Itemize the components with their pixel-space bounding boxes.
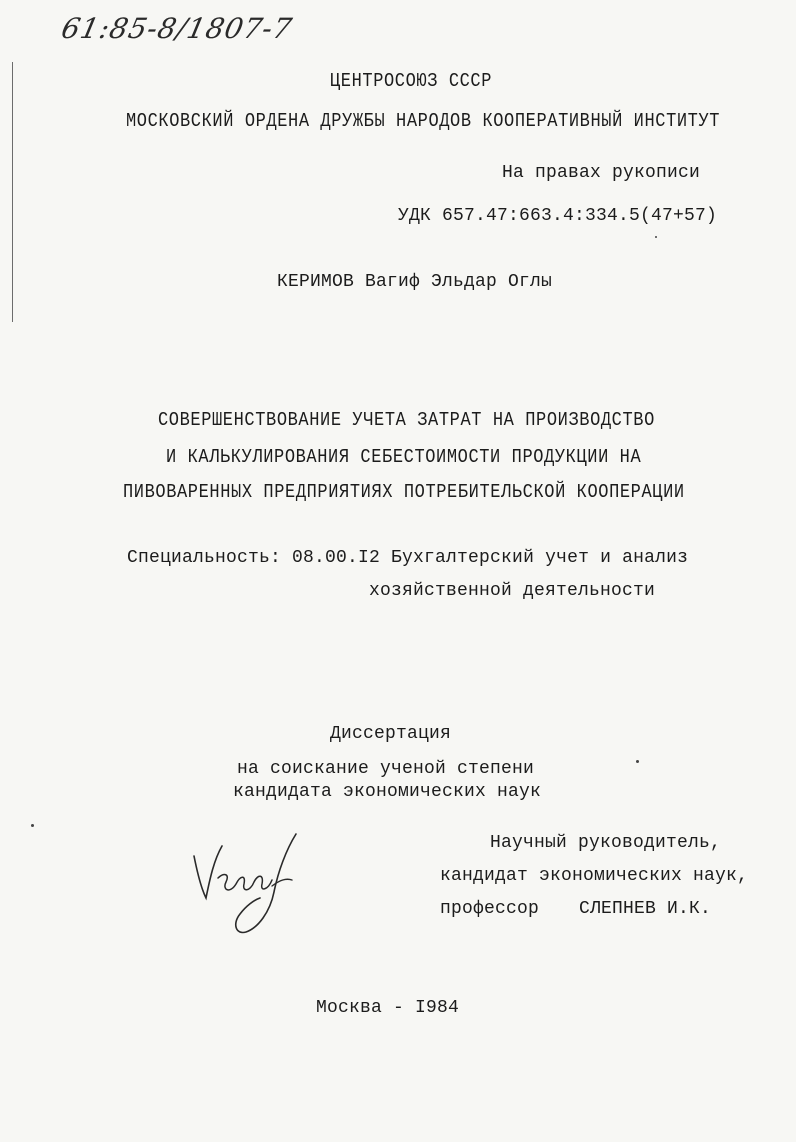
paper-speck <box>636 760 639 763</box>
paper-speck <box>655 236 657 238</box>
specialty-line-2: хозяйственной деятельности <box>369 581 656 601</box>
author-name: КЕРИМОВ Вагиф Эльдар Оглы <box>277 272 553 292</box>
margin-rule <box>12 62 13 322</box>
supervisor-line-1: Научный руководитель, <box>490 833 722 853</box>
degree-line-1: Диссертация <box>330 724 452 744</box>
signature-text: Vieeef <box>188 815 246 833</box>
supervisor-line-2: кандидат экономических наук, <box>440 866 749 886</box>
organization-name: ЦЕНТРОСОЮЗ СССР <box>330 71 493 93</box>
handwritten-catalog-mark: 61:85-8/1807-7 <box>58 12 296 45</box>
paper-speck <box>31 824 34 827</box>
degree-line-2: на соискание ученой степени <box>237 759 535 779</box>
specialty-line-1: Специальность: 08.00.I2 Бухгалтерский учет и анализ <box>127 548 689 568</box>
title-line-3: ПИВОВАРЕННЫХ ПРЕДПРИЯТИЯХ ПОТРЕБИТЕЛЬСКОЙ КООПЕРАЦИИ <box>123 482 685 504</box>
udc-code: УДК 657.47:663.4:334.5(47+57) <box>398 206 718 226</box>
institute-name: МОСКОВСКИЙ ОРДЕНА ДРУЖБЫ НАРОДОВ КООПЕРАТИВНЫЙ ИНСТИТУТ <box>126 111 721 133</box>
rights-note: На правах рукописи <box>502 163 701 183</box>
supervisor-name: СЛЕПНЕВ И.К. <box>579 899 712 919</box>
title-line-1: СОВЕРШЕНСТВОВАНИЕ УЧЕТА ЗАТРАТ НА ПРОИЗВОДСТВО <box>158 410 655 432</box>
city-year: Москва - I984 <box>316 998 460 1018</box>
title-line-2: И КАЛЬКУЛИРОВАНИЯ СЕБЕСТОИМОСТИ ПРОДУКЦИИ НА <box>166 447 642 469</box>
supervisor-title: профессор <box>440 899 540 919</box>
handwritten-signature <box>188 815 308 938</box>
degree-line-3: кандидата экономических наук <box>233 782 542 802</box>
